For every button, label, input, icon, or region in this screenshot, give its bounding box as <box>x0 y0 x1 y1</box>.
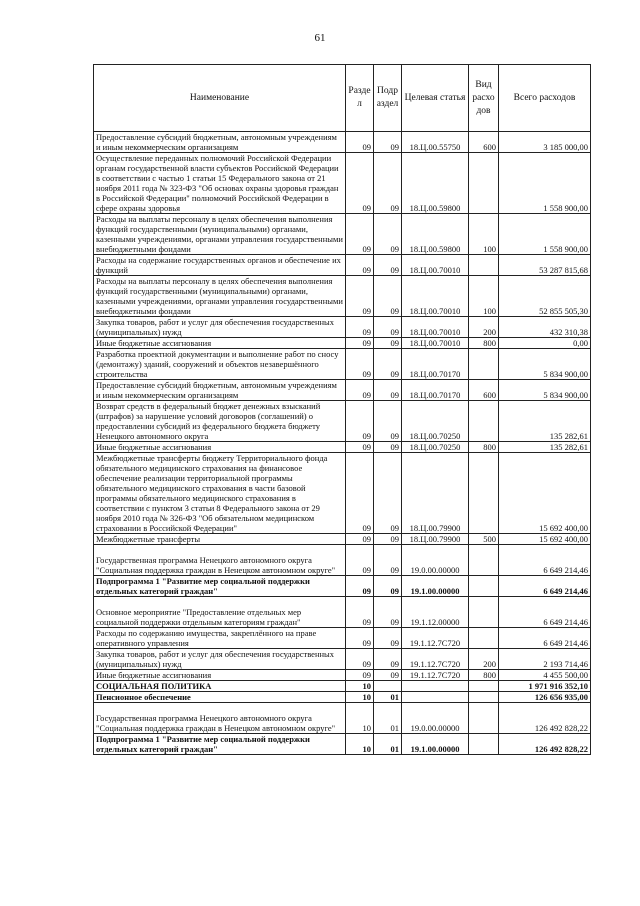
row-amount: 5 834 900,00 <box>499 349 591 380</box>
row-subsection: 09 <box>374 317 402 338</box>
row-target: 18.Ц.00.70170 <box>402 380 469 401</box>
row-type: 800 <box>469 442 499 453</box>
row-amount: 4 455 500,00 <box>499 670 591 681</box>
row-section: 09 <box>346 317 374 338</box>
table-row <box>94 380 591 401</box>
row-target: 18.Ц.00.70170 <box>402 349 469 380</box>
row-name: Разработка проектной документации и выполнение работ по сносу (демонтажу) зданий, сооружений и объектов незавершённого строительства <box>94 349 346 380</box>
page-number: 61 <box>314 32 326 44</box>
row-type <box>469 255 499 276</box>
table-row <box>94 453 591 534</box>
row-name: Межбюджетные трансферты бюджету Территориального фонда обязательного медицинского страхования на финансовое обеспечение реализации территориальной программы обязательного медицинского страхования в части базовой программы обязательного медицинского страхования в соответствии с пунктом 3 статьи 8 Федерального закона от 29 ноября 2010 года № 326-ФЗ "Об обязательном медицинском страховании в Российской Федерации" <box>94 453 346 534</box>
row-amount: 0,00 <box>499 338 591 349</box>
row-subsection: 09 <box>374 670 402 681</box>
row-amount: 2 193 714,46 <box>499 649 591 670</box>
row-amount: 432 310,38 <box>499 317 591 338</box>
row-type: 200 <box>469 317 499 338</box>
row-target: 18.Ц.00.59800 <box>402 153 469 214</box>
row-name: Предоставление субсидий бюджетным, автономным учреждениям и иным некоммерческим организациям <box>94 132 346 153</box>
row-subsection: 09 <box>374 214 402 255</box>
row-target: 18.Ц.00.59800 <box>402 214 469 255</box>
row-section: 09 <box>346 380 374 401</box>
row-name: Подпрограмма 1 "Развитие мер социальной поддержки отдельных категорий граждан" <box>94 576 346 597</box>
row-type <box>469 734 499 755</box>
row-target: 19.1.00.00000 <box>402 576 469 597</box>
row-type <box>469 703 499 734</box>
row-section: 09 <box>346 628 374 649</box>
row-type: 600 <box>469 132 499 153</box>
row-subsection <box>374 681 402 692</box>
row-target: 18.Ц.00.70010 <box>402 338 469 349</box>
row-target <box>402 692 469 703</box>
row-subsection: 09 <box>374 534 402 545</box>
table-row <box>94 214 591 255</box>
row-type <box>469 628 499 649</box>
table-row <box>94 153 591 214</box>
header-type: Вид расхо дов <box>469 65 499 132</box>
table-row <box>94 734 591 755</box>
row-name: СОЦИАЛЬНАЯ ПОЛИТИКА <box>94 681 346 692</box>
row-section: 10 <box>346 692 374 703</box>
row-name: Закупка товаров, работ и услуг для обеспечения государственных (муниципальных) нужд <box>94 649 346 670</box>
row-amount: 15 692 400,00 <box>499 534 591 545</box>
row-amount: 6 649 214,46 <box>499 628 591 649</box>
row-type: 800 <box>469 670 499 681</box>
table-row <box>94 703 591 734</box>
table-row <box>94 317 591 338</box>
row-amount: 6 649 214,46 <box>499 597 591 628</box>
row-subsection: 09 <box>374 442 402 453</box>
row-subsection: 09 <box>374 649 402 670</box>
row-subsection: 09 <box>374 597 402 628</box>
row-amount: 1 558 900,00 <box>499 214 591 255</box>
row-name: Пенсионное обеспечение <box>94 692 346 703</box>
row-target: 19.1.00.00000 <box>402 734 469 755</box>
row-subsection: 09 <box>374 132 402 153</box>
row-section: 10 <box>346 703 374 734</box>
row-section: 09 <box>346 453 374 534</box>
row-name: Расходы на выплаты персоналу в целях обеспечения выполнения функций государственными (муниципальными) органами, казенными учреждениями, органами управления государственными внебюджетными фондами <box>94 214 346 255</box>
table-row <box>94 276 591 317</box>
row-name: Закупка товаров, работ и услуг для обеспечения государственных (муниципальных) нужд <box>94 317 346 338</box>
row-subsection: 09 <box>374 401 402 442</box>
row-target: 18.Ц.00.55750 <box>402 132 469 153</box>
row-name: Государственная программа Ненецкого автономного округа "Социальная поддержка граждан в Ненецком автономном округе" <box>94 545 346 576</box>
table-row <box>94 545 591 576</box>
row-target: 19.0.00.00000 <box>402 545 469 576</box>
row-name: Иные бюджетные ассигнования <box>94 670 346 681</box>
table-row <box>94 401 591 442</box>
row-type <box>469 597 499 628</box>
table-row <box>94 576 591 597</box>
row-section: 09 <box>346 442 374 453</box>
row-amount: 135 282,61 <box>499 442 591 453</box>
row-target: 19.0.00.00000 <box>402 703 469 734</box>
row-section: 09 <box>346 255 374 276</box>
row-subsection: 09 <box>374 453 402 534</box>
row-type <box>469 401 499 442</box>
header-total: Всего расходов <box>499 65 591 132</box>
row-subsection: 01 <box>374 692 402 703</box>
row-type <box>469 692 499 703</box>
row-section: 09 <box>346 576 374 597</box>
row-amount: 1 558 900,00 <box>499 153 591 214</box>
row-name: Возврат средств в федеральный бюджет денежных взысканий (штрафов) за нарушение условий договоров (соглашений) о предоставлении субсидий из федерального бюджета бюджету Ненецкого автономного округа <box>94 401 346 442</box>
table-row <box>94 649 591 670</box>
table-row <box>94 681 591 692</box>
row-name: Основное мероприятие "Предоставление отдельных мер социальной поддержки отдельным категориям граждан" <box>94 597 346 628</box>
table-row <box>94 132 591 153</box>
row-amount: 3 185 000,00 <box>499 132 591 153</box>
row-amount: 135 282,61 <box>499 401 591 442</box>
row-name: Подпрограмма 1 "Развитие мер социальной поддержки отдельных категорий граждан" <box>94 734 346 755</box>
row-section: 09 <box>346 649 374 670</box>
row-target: 18.Ц.00.70250 <box>402 401 469 442</box>
row-amount: 52 855 505,30 <box>499 276 591 317</box>
row-amount: 126 492 828,22 <box>499 703 591 734</box>
row-target: 18.Ц.00.70010 <box>402 276 469 317</box>
row-section: 09 <box>346 132 374 153</box>
table-row <box>94 692 591 703</box>
row-type: 600 <box>469 380 499 401</box>
row-target: 18.Ц.00.70250 <box>402 442 469 453</box>
row-type: 100 <box>469 214 499 255</box>
row-type <box>469 681 499 692</box>
row-section: 09 <box>346 214 374 255</box>
table-row <box>94 349 591 380</box>
row-amount: 126 492 828,22 <box>499 734 591 755</box>
header-name: Наименование <box>94 65 346 132</box>
row-section: 09 <box>346 670 374 681</box>
row-subsection: 09 <box>374 255 402 276</box>
row-subsection: 09 <box>374 153 402 214</box>
row-target: 18.Ц.00.70010 <box>402 255 469 276</box>
row-amount: 6 649 214,46 <box>499 576 591 597</box>
row-target: 18.Ц.00.79900 <box>402 534 469 545</box>
row-name: Осуществление переданных полномочий Российской Федерации органам государственной власти субъектов Российской Федерации в соответствии с частью 1 статьи 15 Федерального закона от 21 ноября 2011 года № 323-ФЗ "Об основах охраны здоровья граждан в Российской Федерации" полномочий Российской Федерации в сфере охраны здоровья <box>94 153 346 214</box>
header-subsection: Подр аздел <box>374 65 402 132</box>
row-target <box>402 681 469 692</box>
row-section: 09 <box>346 338 374 349</box>
row-section: 09 <box>346 545 374 576</box>
table-row <box>94 597 591 628</box>
row-type: 200 <box>469 649 499 670</box>
header-section: Разде л <box>346 65 374 132</box>
row-subsection: 09 <box>374 628 402 649</box>
row-name: Расходы по содержанию имущества, закреплённого на праве оперативного управления <box>94 628 346 649</box>
row-name: Государственная программа Ненецкого автономного округа "Социальная поддержка граждан в Ненецком автономном округе" <box>94 703 346 734</box>
row-amount: 53 287 815,68 <box>499 255 591 276</box>
row-section: 10 <box>346 681 374 692</box>
row-subsection: 09 <box>374 380 402 401</box>
header-row <box>94 65 591 132</box>
row-target: 18.Ц.00.70010 <box>402 317 469 338</box>
row-section: 09 <box>346 597 374 628</box>
table-row <box>94 628 591 649</box>
row-target: 19.1.12.00000 <box>402 597 469 628</box>
table-row <box>94 534 591 545</box>
row-amount: 6 649 214,46 <box>499 545 591 576</box>
row-amount: 1 971 916 352,10 <box>499 681 591 692</box>
row-type <box>469 453 499 534</box>
row-subsection: 09 <box>374 349 402 380</box>
row-subsection: 09 <box>374 576 402 597</box>
row-target: 19.1.12.7С720 <box>402 670 469 681</box>
table-row <box>94 442 591 453</box>
row-type: 800 <box>469 338 499 349</box>
row-section: 09 <box>346 401 374 442</box>
row-subsection: 01 <box>374 703 402 734</box>
row-target: 18.Ц.00.79900 <box>402 453 469 534</box>
table-row <box>94 255 591 276</box>
row-type <box>469 545 499 576</box>
row-name: Предоставление субсидий бюджетным, автономным учреждениям и иным некоммерческим организациям <box>94 380 346 401</box>
row-section: 09 <box>346 534 374 545</box>
budget-table <box>93 64 591 755</box>
row-type <box>469 349 499 380</box>
row-name: Иные бюджетные ассигнования <box>94 442 346 453</box>
row-target: 19.1.12.7С720 <box>402 649 469 670</box>
row-type <box>469 153 499 214</box>
row-amount: 15 692 400,00 <box>499 453 591 534</box>
row-amount: 126 656 935,00 <box>499 692 591 703</box>
row-subsection: 09 <box>374 545 402 576</box>
row-subsection: 01 <box>374 734 402 755</box>
row-subsection: 09 <box>374 276 402 317</box>
row-section: 09 <box>346 349 374 380</box>
row-type: 100 <box>469 276 499 317</box>
row-name: Иные бюджетные ассигнования <box>94 338 346 349</box>
row-subsection: 09 <box>374 338 402 349</box>
row-name: Расходы на выплаты персоналу в целях обеспечения выполнения функций государственными (муниципальными) органами, казенными учреждениями, органами управления государственными внебюджетными фондами <box>94 276 346 317</box>
row-name: Межбюджетные трансферты <box>94 534 346 545</box>
row-amount: 5 834 900,00 <box>499 380 591 401</box>
row-section: 09 <box>346 276 374 317</box>
row-type: 500 <box>469 534 499 545</box>
table-row <box>94 338 591 349</box>
table-row <box>94 670 591 681</box>
row-target: 19.1.12.7С720 <box>402 628 469 649</box>
row-type <box>469 576 499 597</box>
row-section: 09 <box>346 153 374 214</box>
row-name: Расходы на содержание государственных органов и обеспечение их функций <box>94 255 346 276</box>
row-section: 10 <box>346 734 374 755</box>
header-target: Целевая статья <box>402 65 469 132</box>
